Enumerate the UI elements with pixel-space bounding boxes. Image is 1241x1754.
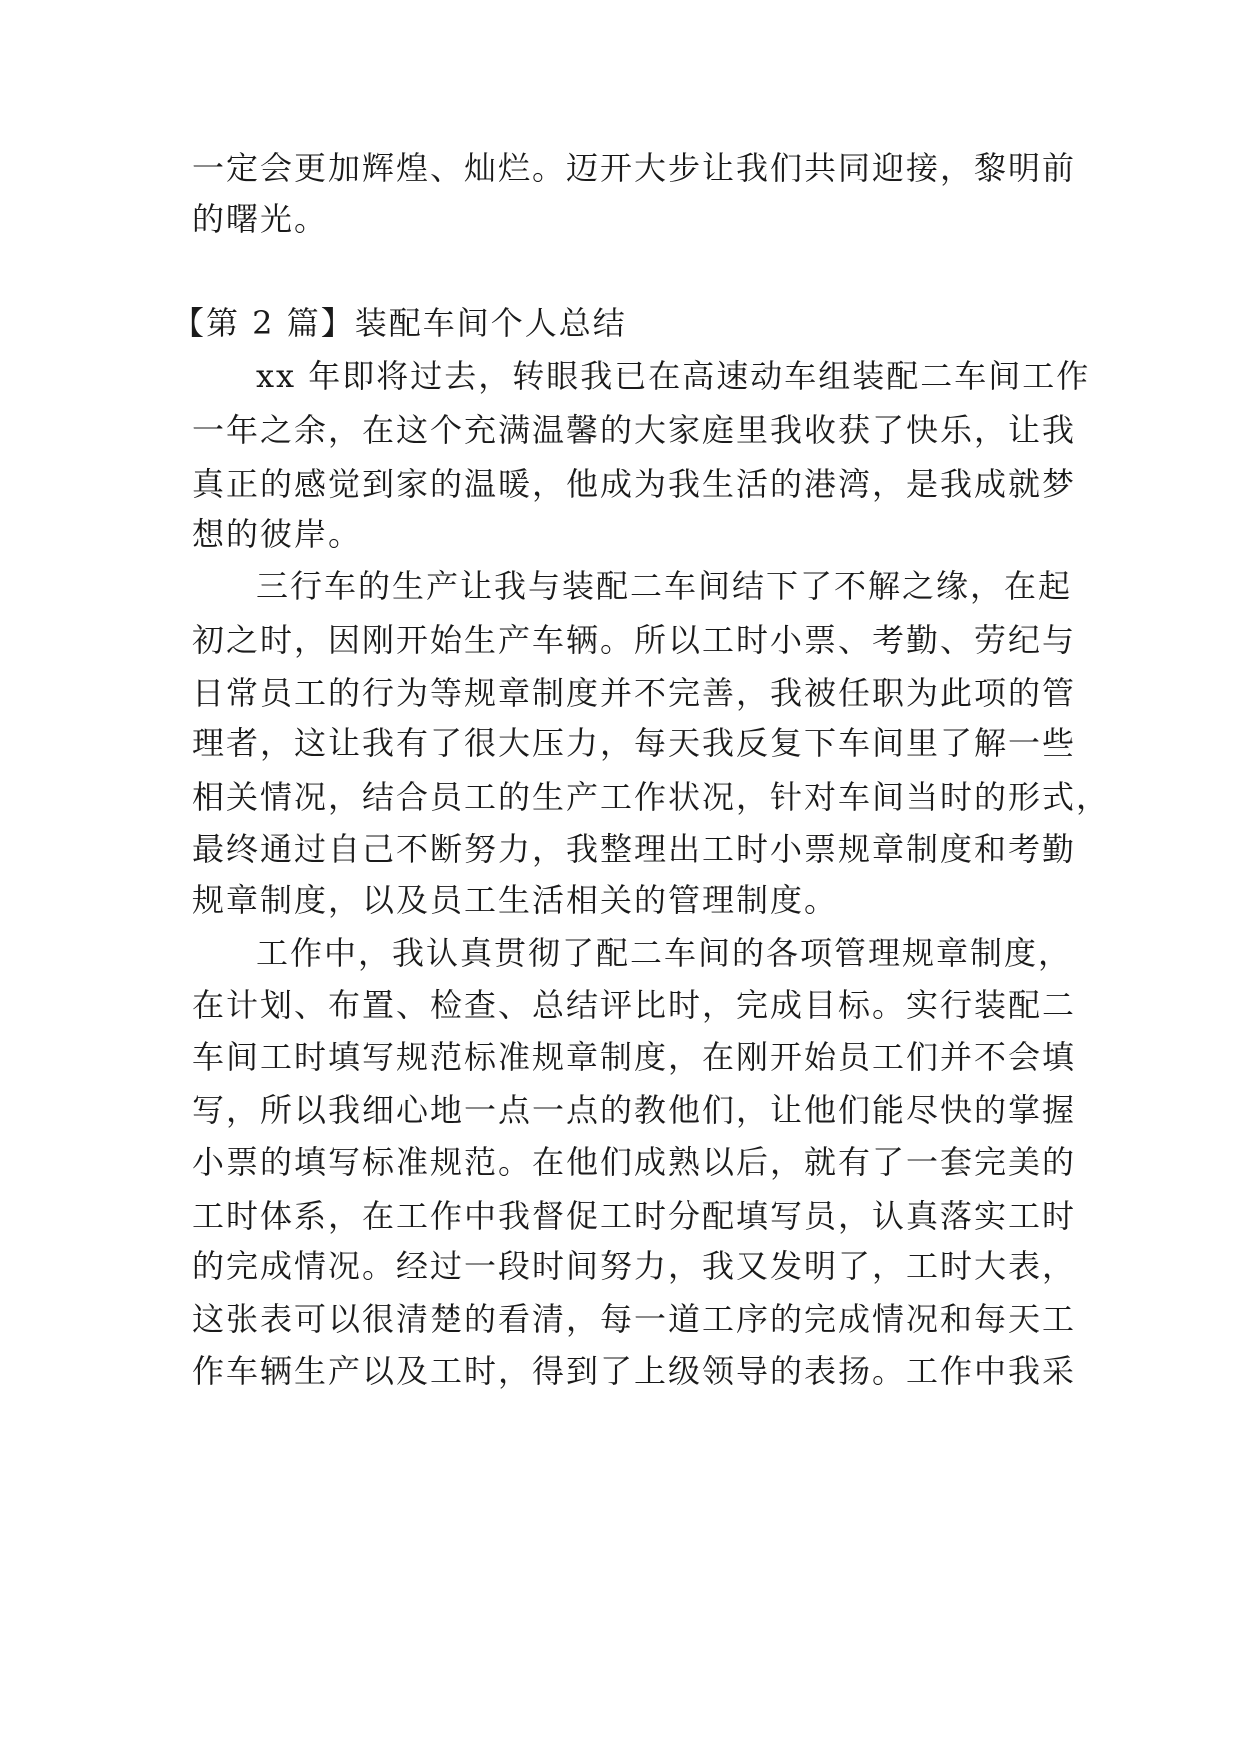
- paragraph-line: 工作中，我认真贯彻了配二车间的各项管理规章制度，: [256, 934, 1073, 972]
- paragraph-line: 在计划、布置、检查、总结评比时，完成目标。实行装配二: [192, 986, 1077, 1024]
- paragraph-line: xx 年即将过去，转眼我已在高速动车组装配二车间工作: [256, 357, 1091, 395]
- text-line: 的曙光。: [192, 200, 329, 238]
- text-line: 一定会更加辉煌、灿烂。迈开大步让我们共同迎接，黎明前: [192, 149, 1077, 187]
- paragraph-line: 日常员工的行为等规章制度并不完善，我被任职为此项的管: [192, 674, 1077, 712]
- paragraph-line: 小票的填写标准规范。在他们成熟以后，就有了一套完美的: [192, 1143, 1077, 1181]
- paragraph-line: 车间工时填写规范标准规章制度，在刚开始员工们并不会填: [192, 1038, 1077, 1076]
- paragraph-line: 相关情况，结合员工的生产工作状况，针对车间当时的形式，: [192, 778, 1111, 816]
- paragraph-line: 的完成情况。经过一段时间努力，我又发明了，工时大表，: [192, 1247, 1077, 1285]
- paragraph-line: 真正的感觉到家的温暖，他成为我生活的港湾，是我成就梦: [192, 465, 1077, 503]
- paragraph-line: 想的彼岸。: [192, 515, 363, 553]
- paragraph-line: 这张表可以很清楚的看清，每一道工序的完成情况和每天工: [192, 1300, 1077, 1338]
- section-title: 【第 2 篇】装配车间个人总结: [172, 304, 627, 342]
- paragraph-line: 最终通过自己不断努力，我整理出工时小票规章制度和考勤: [192, 830, 1077, 868]
- paragraph-line: 工时体系，在工作中我督促工时分配填写员，认真落实工时: [192, 1197, 1077, 1235]
- paragraph-line: 写，所以我细心地一点一点的教他们，让他们能尽快的掌握: [192, 1091, 1077, 1129]
- paragraph-line: 三行车的生产让我与装配二车间结下了不解之缘，在起: [256, 567, 1073, 605]
- paragraph-line: 规章制度，以及员工生活相关的管理制度。: [192, 881, 839, 919]
- paragraph-line: 理者，这让我有了很大压力，每天我反复下车间里了解一些: [192, 724, 1077, 762]
- paragraph-line: 作车辆生产以及工时，得到了上级领导的表扬。工作中我采: [192, 1352, 1077, 1390]
- paragraph-line: 一年之余，在这个充满温馨的大家庭里我收获了快乐，让我: [192, 411, 1077, 449]
- paragraph-line: 初之时，因刚开始生产车辆。所以工时小票、考勤、劳纪与: [192, 621, 1077, 659]
